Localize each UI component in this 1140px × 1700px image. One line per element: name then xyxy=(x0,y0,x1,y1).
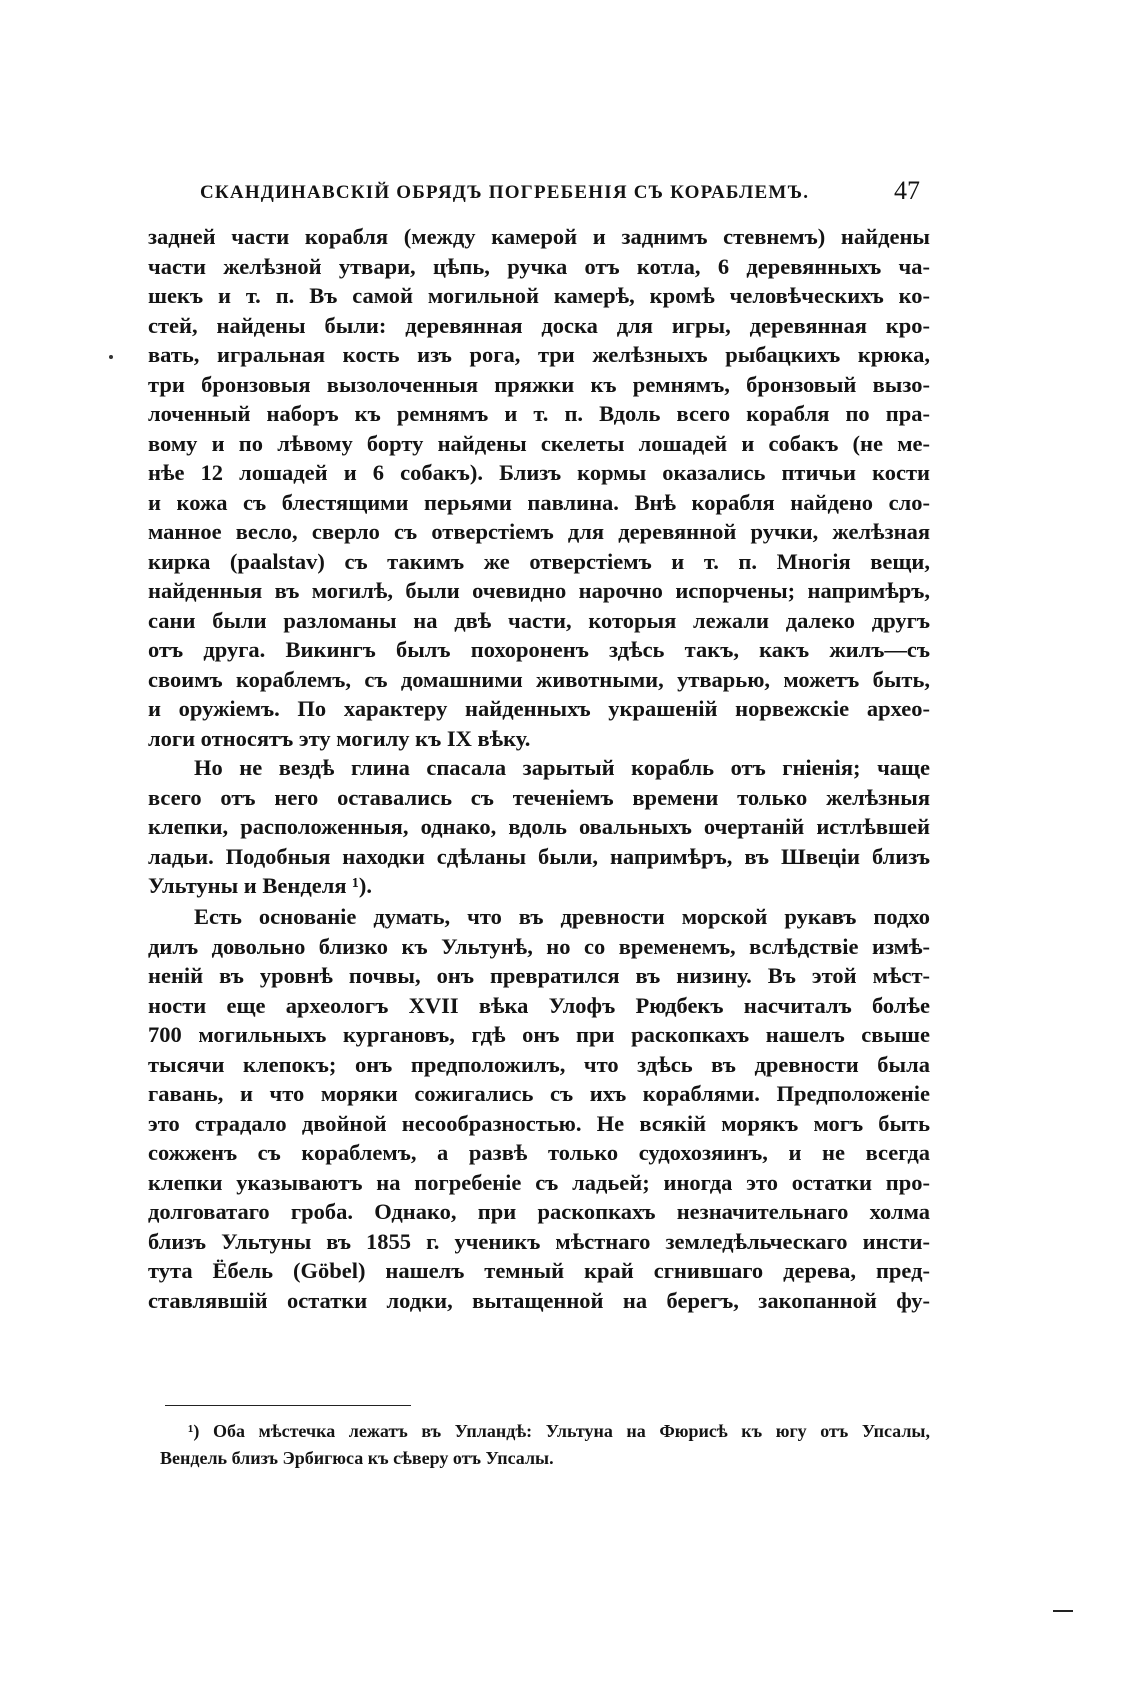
text-line: клепки, расположенныя, однако, вдоль овальныхъ очертаній истлѣвшей xyxy=(148,814,930,839)
text-line: дилъ довольно близко къ Ультунѣ, но со временемъ, вслѣдствіе измѣ- xyxy=(148,933,930,959)
text-line: и кожа съ блестящими перьями павлина. Внѣ корабля найдено сло- xyxy=(148,489,930,515)
text-line: вому и по лѣвому борту найдены скелеты лошадей и собакъ (не ме- xyxy=(148,430,930,456)
text-line: и оружіемъ. По характеру найденныхъ украшеній норвежскіе архео- xyxy=(148,696,930,721)
running-header xyxy=(200,176,920,214)
text-line: части желѣзной утвари, цѣпь, ручка отъ котла, 6 деревянныхъ ча- xyxy=(148,253,930,279)
text-line: манное весло, сверло съ отверстіемъ для деревянной ручки, желѣзная xyxy=(148,519,930,544)
text-line: задней части корабля (между камерой и заднимъ стевнемъ) найдены xyxy=(148,224,930,249)
margin-dash-mark xyxy=(1053,1610,1073,1612)
text-line: нѣе 12 лошадей и 6 собакъ). Близъ кормы оказались птичьи кости xyxy=(148,460,930,485)
margin-dot-mark xyxy=(109,355,113,359)
text-line: гавань, и что моряки сожигались съ ихъ кораблями. Предположеніе xyxy=(148,1081,930,1106)
text-line: ставлявшій остатки лодки, вытащенной на берегъ, закопанной фу- xyxy=(148,1287,930,1313)
text-line: долговатаго гроба. Однако, при раскопкахъ незначительнаго холма xyxy=(148,1199,930,1224)
text-line: Ультуны и Венделя ¹). xyxy=(148,873,373,898)
header-title: СКАНДИНАВСКІЙ ОБРЯДЪ ПОГРЕБЕНІЯ СЪ КОРАБЛЕМЪ. xyxy=(200,182,810,203)
text-line: всего отъ него оставались съ теченіемъ времени только желѣзныя xyxy=(148,784,930,810)
footnote-line: Вендель близъ Эрбигюса къ сѣверу отъ Упсалы. xyxy=(160,1448,554,1468)
footnote-line: ¹) Оба мѣстечка лежатъ въ Упландѣ: Ультуна на Фюрисѣ къ югу отъ Упсалы, xyxy=(188,1421,930,1441)
text-line: 700 могильныхъ кургановъ, гдѣ онъ при раскопкахъ нашелъ свыше xyxy=(148,1022,930,1047)
text-line: клепки указываютъ на погребеніе съ ладьей; иногда это остатки про- xyxy=(148,1169,930,1195)
footnote-divider xyxy=(165,1405,411,1406)
paragraph-2 xyxy=(148,753,930,901)
text-line: близъ Ультуны въ 1855 г. ученикъ мѣстнаго земледѣльческаго инсти- xyxy=(148,1228,930,1254)
text-line: вать, игральная кость изъ рога, три желѣзныхъ рыбацкихъ крюка, xyxy=(148,342,930,367)
footnote xyxy=(160,1418,930,1472)
text-line: кирка (paalstav) съ такимъ же отверстіемъ и т. п. Многія вещи, xyxy=(148,548,930,574)
paragraph-1 xyxy=(148,222,930,753)
text-line: сани были разломаны на двѣ части, которыя лежали далеко другъ xyxy=(148,607,930,633)
paragraph-3 xyxy=(148,902,930,1315)
text-line: ности еще археологъ XVII вѣка Улофъ Рюдбекъ насчиталъ болѣе xyxy=(148,992,930,1018)
text-line: шекъ и т. п. Въ самой могильной камерѣ, кромѣ человѣческихъ ко- xyxy=(148,283,930,308)
text-line: найденныя въ могилѣ, были очевидно нарочно испорчены; напримѣръ, xyxy=(148,578,930,603)
text-line: лоченный наборъ къ ремнямъ и т. п. Вдоль всего корабля по пра- xyxy=(148,401,930,426)
text-line: Есть основаніе думать, что въ древности морской рукавъ подхо xyxy=(194,904,930,929)
text-line: неній въ уровнѣ почвы, онъ превратился въ низину. Въ этой мѣст- xyxy=(148,963,930,988)
text-line: это страдало двойной несообразностью. Не всякій морякъ могъ быть xyxy=(148,1110,930,1136)
text-line: тута Ёбель (Göbel) нашелъ темный край сгнившаго дерева, пред- xyxy=(148,1258,930,1283)
text-line: ладьи. Подобныя находки сдѣланы были, напримѣръ, въ Швеціи близъ xyxy=(148,843,930,869)
page-number: 47 xyxy=(894,176,920,205)
text-line: три бронзовыя вызолоченныя пряжки къ ремнямъ, бронзовый вызо- xyxy=(148,371,930,397)
text-line: сожженъ съ кораблемъ, а развѣ только судохозяинъ, и не всегда xyxy=(148,1140,930,1165)
text-line: отъ друга. Викингъ былъ похороненъ здѣсь такъ, какъ жилъ—съ xyxy=(148,637,930,662)
text-line: тысячи клепокъ; онъ предположилъ, что здѣсь въ древности была xyxy=(148,1051,930,1077)
text-line: своимъ кораблемъ, съ домашними животными, утварью, можетъ быть, xyxy=(148,666,930,692)
text-line: логи относятъ эту могилу къ IX вѣку. xyxy=(148,725,531,751)
text-line: Но не вездѣ глина спасала зарытый корабль отъ гніенія; чаще xyxy=(194,755,930,780)
text-line: стей, найдены были: деревянная доска для игры, деревянная кро- xyxy=(148,312,930,338)
